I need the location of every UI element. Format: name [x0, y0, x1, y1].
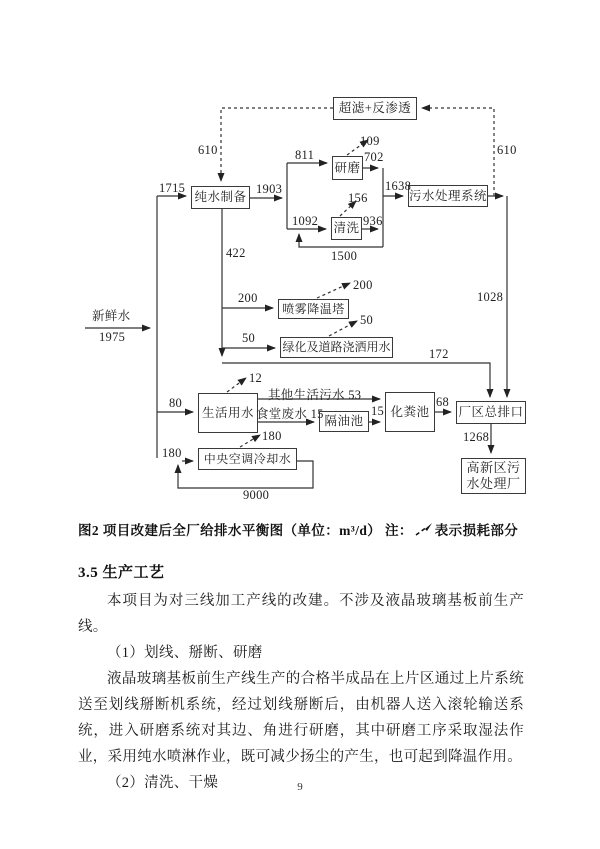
box-cleaning: 清洗 — [331, 217, 362, 240]
solid-flow-lines — [85, 163, 507, 488]
flow-9000: 9000 — [243, 488, 270, 502]
flow-172: 172 — [429, 347, 449, 361]
label-fresh-water: 新鲜水 — [92, 309, 131, 323]
flow-811: 811 — [295, 148, 315, 162]
box-uf-ro: 超滤+反渗透 — [333, 97, 417, 120]
box-hitech-plant: 高新区污水处理厂 — [461, 458, 526, 494]
box-sewage-system: 污水处理系统 — [408, 185, 488, 207]
flow-610-left: 610 — [198, 143, 218, 157]
flow-80: 80 — [169, 396, 183, 410]
flow-180: 180 — [162, 446, 182, 460]
box-grease-trap: 隔油池 — [319, 411, 369, 432]
flow-1268: 1268 — [463, 430, 490, 444]
box-spray-tower: 喷雾降温塔 — [278, 299, 349, 319]
dashed-arrow-icon — [414, 522, 434, 537]
figure-caption-note: 表示损耗部分 — [434, 523, 519, 538]
flow-1638: 1638 — [385, 179, 412, 193]
flow-422: 422 — [226, 246, 246, 260]
paragraph-4: （2）清洗、干燥 — [107, 775, 219, 791]
paragraph-3: 液晶玻璃基板前生产线生产的合格半成品在上片区通过上片系统送至划线掰断机系统，经过划线掰断后，由机器人送入滚轮输送系统，进入研磨系统对其边、角进行研磨，其中研磨工序采取湿法作业，采用纯水喷淋作业，既可减少扬尘的产生，也可起到降温作用。 — [78, 671, 524, 765]
flow-936: 936 — [363, 214, 383, 228]
box-domestic-water: 生活用水 — [198, 393, 258, 433]
flow-180-loss: 180 — [262, 429, 282, 443]
section-body — [78, 588, 524, 796]
flow-1092: 1092 — [292, 214, 319, 228]
flow-109: 109 — [360, 134, 380, 148]
flow-1028: 1028 — [477, 290, 504, 304]
flow-15: 15 — [371, 404, 385, 418]
flow-68: 68 — [436, 395, 450, 409]
box-septic-tank: 化粪池 — [385, 392, 435, 432]
box-ac-cooling: 中央空调冷却水 — [198, 448, 297, 470]
flow-702: 702 — [364, 150, 384, 164]
flow-1715: 1715 — [159, 181, 186, 195]
paragraph-2: （1）划线、掰断、研磨 — [107, 645, 263, 661]
flow-50-loss: 50 — [360, 313, 374, 327]
label-other-sewage: 其他生活污水 53 — [268, 388, 362, 402]
flow-1500: 1500 — [331, 249, 358, 263]
paragraph-1: 本项目为对三线加工产线的改建。不涉及液晶玻璃基板前生产线。 — [78, 593, 524, 635]
figure-caption-text: 图2 项目改建后全厂给排水平衡图（单位：m³/d） 注： — [78, 523, 413, 538]
box-greening: 绿化及道路浇洒用水 — [280, 337, 393, 358]
label-canteen-sewage: 食堂废水 15 — [256, 407, 324, 421]
page-number: 9 — [297, 781, 303, 793]
box-pure-water: 纯水制备 — [191, 186, 250, 209]
flow-200-loss: 200 — [353, 278, 373, 292]
box-outlet: 厂区总排口 — [456, 401, 526, 424]
flow-610-right: 610 — [497, 143, 517, 157]
flow-50: 50 — [242, 331, 256, 345]
box-grinding: 研磨 — [332, 156, 363, 180]
section-heading: 3.5 生产工艺 — [78, 565, 165, 581]
figure-caption — [78, 519, 538, 539]
flow-12: 12 — [249, 371, 263, 385]
flow-156: 156 — [348, 191, 368, 205]
flow-200: 200 — [238, 291, 258, 305]
flow-1975: 1975 — [99, 330, 126, 344]
flow-1903: 1903 — [256, 182, 283, 196]
